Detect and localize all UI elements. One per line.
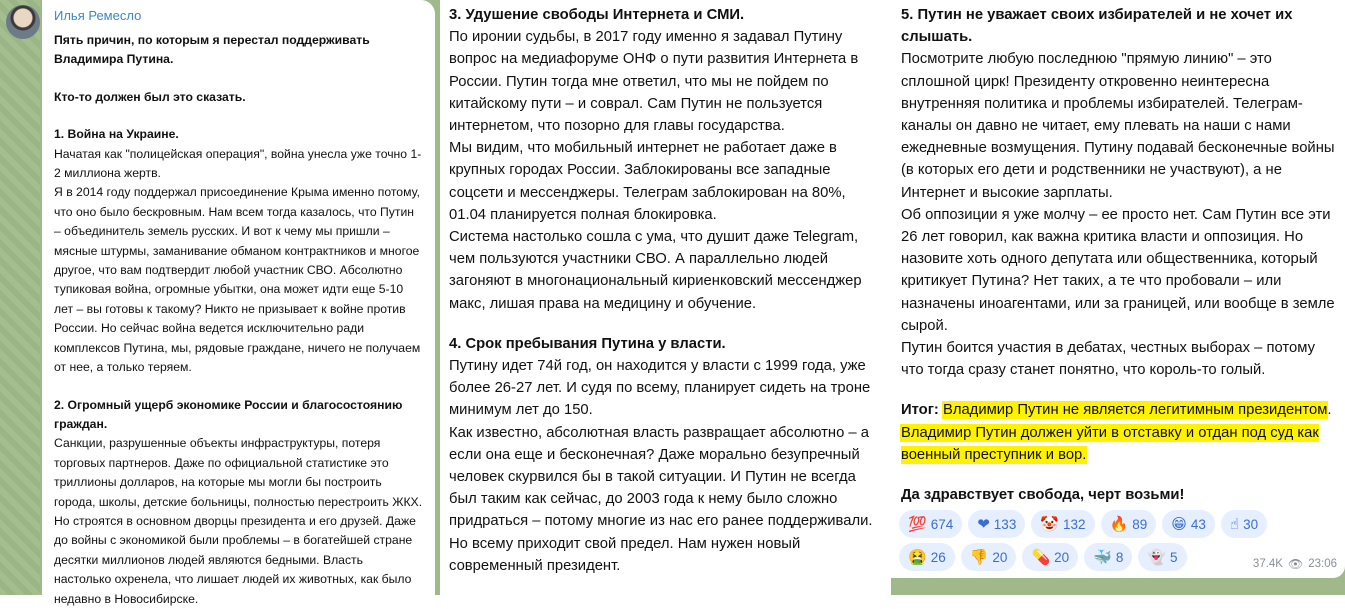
paragraph: Путину идет 74й год, он находится у власти с 1999 года, уже более 26-27 лет. И судя по всему, планирует сидеть на троне минимум лет до 150. — [449, 358, 871, 419]
reaction-count: 26 — [930, 549, 946, 565]
right-panel — [891, 0, 1345, 595]
clown-icon: 🤡 — [1040, 515, 1060, 533]
message-text-part-1 — [54, 31, 423, 609]
summary-paragraph — [901, 399, 1337, 466]
message-bubble-part-3 — [891, 0, 1345, 578]
paragraph-gap — [54, 107, 423, 125]
reaction-count: 8 — [1115, 549, 1124, 565]
reaction-count: 674 — [930, 516, 954, 532]
highlighted-text-end: . — [1327, 402, 1332, 419]
paragraph: Как известно, абсолютная власть развращает абсолютно – а если она еще и бесконечная? Даже морально безупречный человек скурвился бы в такой ситуации. И Путин не всегда был таким как сейчас, до 2003 года к нему было сложно придраться – потому многие из нас его ранее поддерживали. Но всему приходит свой предел. Нам нужен новый современный президент. — [449, 424, 873, 574]
highlighted-text: Владимир Путин не является легитимным президентом — [942, 402, 1328, 419]
section-heading: 2. Огромный ущерб экономике России и благосостоянию граждан. — [54, 397, 403, 431]
avatar[interactable] — [6, 5, 40, 39]
reaction-count: 20 — [1054, 549, 1070, 565]
author-name[interactable]: Илья Ремесло — [54, 8, 142, 23]
message-text-part-2 — [441, 0, 891, 595]
reaction-button[interactable] — [1138, 543, 1186, 571]
paragraph: Путин боится участия в дебатах, честных выборах – потому что тогда сразу станет понятно, что король-то голый. — [901, 340, 1315, 379]
reaction-count: 89 — [1132, 516, 1148, 532]
reaction-count: 132 — [1063, 516, 1086, 532]
summary-label: Итог: — [901, 402, 939, 419]
section-heading: 4. Срок пребывания Путина у власти. — [449, 335, 726, 352]
paragraph: Об оппозиции я уже молчу – ее просто нет. Сам Путин все эти 26 лет говорил, как важна критика власти и оппозиция. Но назовите хоть одного депутата или общественника, который критикует Путина? Нет таких, а те что пробовали – или назначены иноагентами, или за границей, или вообще в земле сырой. — [901, 206, 1335, 334]
paragraph-gap — [901, 381, 1337, 399]
highlighted-text: Владимир Путин должен уйти в отставку и отдан под суд как военный преступник и вор. — [901, 424, 1319, 463]
section-heading: 3. Удушение свободы Интернета и СМИ. — [449, 7, 745, 23]
paragraph: Посмотрите любую последнюю "прямую линию" – это сплошной цирк! Президенту откровенно неинтересна внутренняя политика и проблемы избирателей. Телеграм-каналы он давно не читает, ему плевать на наши с нами ежедневные возмущения. Путину подавай бесконечные войны (в которых его дети и родственники не участвуют), а не Интернет и высокие зарплаты. — [901, 51, 1335, 201]
message-text-part-3 — [901, 4, 1337, 506]
ghost-icon: 👻 — [1147, 548, 1167, 566]
left-panel — [0, 0, 440, 606]
paragraph-gap — [54, 70, 423, 88]
reaction-count: 20 — [992, 549, 1008, 565]
section-heading: 5. Путин не уважает своих избирателей и не хочет их слышать. — [901, 7, 1293, 46]
section-heading: 1. Война на Украине. — [54, 127, 179, 142]
message-meta — [1253, 557, 1337, 571]
message-bubble-part-1 — [42, 0, 435, 606]
reaction-button[interactable] — [1022, 543, 1078, 571]
reaction-button[interactable] — [899, 543, 955, 571]
reaction-count: 133 — [993, 516, 1017, 532]
reaction-button[interactable] — [1221, 510, 1267, 538]
reaction-button[interactable] — [1101, 510, 1157, 538]
paragraph: Начатая как "полицейская операция", война унесла уже точно 1-2 миллиона жертв. — [54, 146, 422, 181]
paragraph: Система настолько сошла с ума, что душит даже Telegram, чем пользуются участники СВО. А параллельно людей загоняют в многонациональный кириенковский мессенджер макс, лишая права на медицину и обучение. — [449, 229, 862, 312]
paragraph: Санкции, разрушенные объекты инфраструктуры, потеря торговых партнеров. Даже по официальной статистике это триллионы долларов, на которые мы могли бы построить города, школы, детские больницы, полностью перестроить ЖКХ. Но строятся в основном дворцы президента и его друзей. Даже до войны с экономикой были проблемы – в богатейшей стране десятки миллионов людей являются бедными. Власть настолько охренела, что лишает людей их животных, как было недавно в Новосибирске. — [54, 436, 423, 606]
reaction-button[interactable] — [961, 543, 1017, 571]
reaction-count: 30 — [1243, 516, 1259, 532]
heart-icon: ❤ — [977, 515, 990, 533]
grin-icon: 😁 — [1171, 515, 1187, 533]
section-heading: Пять причин, по которым я перестал поддерживать Владимира Путина. — [54, 33, 370, 67]
paragraph: Мы видим, что мобильный интернет не работает даже в крупных городах России. Заблокированы все западные соцсети и мессенджеры. Телеграм заблокирован на 80%, 01.04 планируется полная блокировка. — [449, 140, 846, 223]
paragraph-gap — [449, 315, 883, 333]
paragraph-gap — [901, 466, 1337, 484]
nauseated-icon: 🤮 — [908, 548, 927, 566]
paragraph: Я в 2014 году поддержал присоединение Крыма именно потому, что оно было бескровным. Нам всем тогда казалось, что Путин – объединитель земель русских. И вот к чему мы пришли – мясные штурмы, заманивание обманом контрактников и многое другое, что вам подтвердит любой участник СВО. Абсолютно тупиковая война, огромные убытки, она может идти еще 5-10 лет – вы готовы к такому? Никто не призывает к войне против России. Но сейчас война ведется исключительно ради комплексов Путина, мы, рядовые граждане, ничего не получаем от нее, а только теряем. — [54, 185, 421, 375]
hundred-icon: 💯 — [908, 515, 927, 533]
chat-background — [0, 0, 40, 595]
finger-icon: ☝ — [1229, 515, 1240, 533]
reaction-button[interactable] — [1031, 510, 1094, 538]
fire-icon: 🔥 — [1109, 515, 1129, 533]
paragraph-gap — [54, 378, 423, 396]
message-time: 23:06 — [1308, 558, 1337, 570]
reaction-button[interactable] — [899, 510, 962, 538]
reaction-button[interactable] — [1084, 543, 1132, 571]
pill-icon: 💊 — [1031, 548, 1051, 566]
message-text-part-2-body — [449, 4, 883, 577]
section-heading: Кто-то должен был это сказать. — [54, 89, 246, 104]
eye-icon: 👁 — [1287, 557, 1304, 571]
paragraph: По иронии судьбы, в 2017 году именно я задавал Путину вопрос на медиафоруме ОНФ о пути развития Интернета в России. Путин тогда мне ответил, что мы не пойдем по китайскому пути – и соврал. Сам Путин не пользуется интернетом, что позорно для главы государства. — [449, 29, 859, 135]
thumbs-down-icon: 👎 — [969, 548, 989, 566]
reaction-count: 43 — [1190, 516, 1206, 532]
reaction-button[interactable] — [968, 510, 1025, 538]
reaction-button[interactable] — [1162, 510, 1215, 538]
section-heading: Да здравствует свобода, черт возьми! — [901, 487, 1185, 504]
view-count: 37.4K — [1252, 558, 1283, 570]
reactions-row — [899, 510, 1339, 538]
reaction-count: 5 — [1170, 549, 1178, 565]
whale-icon: 🐳 — [1093, 548, 1112, 566]
